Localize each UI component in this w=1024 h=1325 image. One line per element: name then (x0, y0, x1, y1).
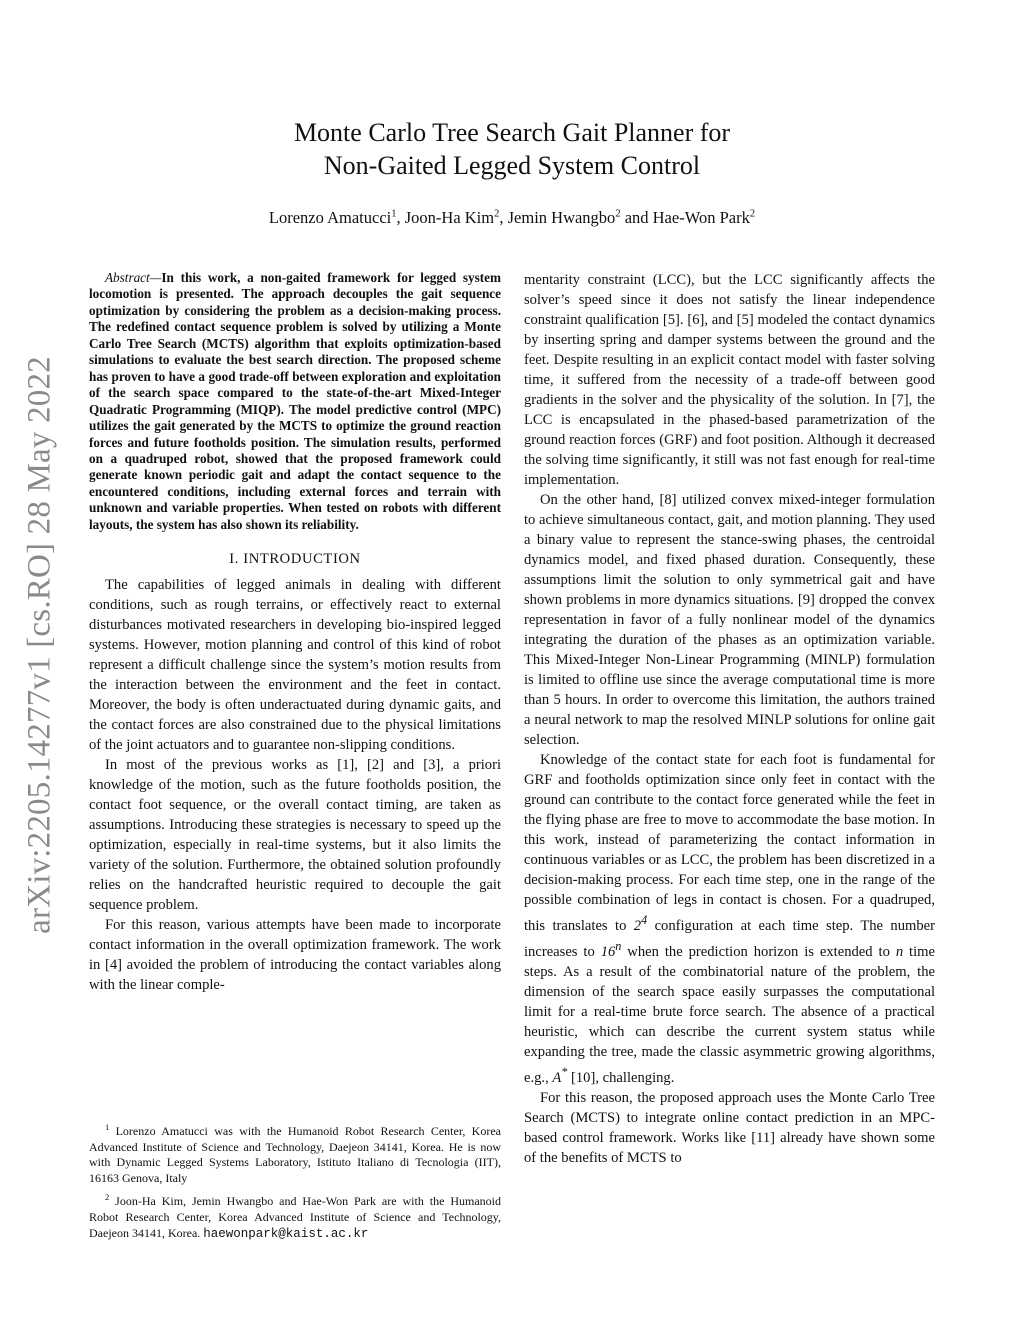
left-column (89, 270, 501, 995)
author-name: Lorenzo Amatucci (268, 208, 392, 227)
affiliation-mark: 2 (615, 208, 621, 220)
math-exponent: * (561, 1064, 568, 1079)
title-line-2: Non-Gaited Legged System Control (323, 151, 701, 180)
math-inline (633, 913, 648, 934)
footnote-text: Joon-Ha Kim, Jemin Hwangbo and Hae-Won Park are with the Humanoid Robot Research Center, Korea Advanced Institute of Science and Technology, Daejeon 34141, Korea. (89, 1194, 501, 1240)
arxiv-sidebar (10, 340, 70, 950)
math-inline (600, 938, 622, 960)
math-inline: n (895, 943, 904, 960)
math-base: 16 (600, 943, 616, 960)
section-heading: I. INTRODUCTION (229, 551, 361, 568)
footnote-mark: 2 (105, 1192, 110, 1203)
author-name: Hae-Won Park (652, 208, 750, 227)
affiliation-mark: 2 (749, 208, 756, 220)
body-paragraph: For this reason, various attempts have been made to incorporate contact information in the overall optimization framework. The work in [4] avoided the problem of introducing the contact variables along with the linear comple- (89, 917, 501, 994)
text-run: [10], challenging. (567, 1069, 675, 1086)
body-paragraph (524, 750, 935, 1088)
math-inline (552, 1064, 568, 1086)
author-separator: and (620, 208, 653, 227)
text-run: when the prediction horizon is extended to (621, 943, 896, 960)
footnote-mark: 1 (105, 1122, 110, 1132)
author-name: Jemin Hwangbo (507, 208, 616, 227)
author-separator: , (396, 208, 405, 227)
text-run: configuration at each time step. The number increases to (524, 917, 935, 960)
title-line-1: Monte Carlo Tree Search Gait Planner for (293, 118, 731, 147)
body-paragraph: mentarity constraint (LCC), but the LCC significantly affects the solver’s speed since it does not satisfy the linear independence constraint qualification [5]. [6], and [5] modeled the contact dynamics by inserting spring and damper systems between the ground and the feet. Despite resulting in an explicit contact model with faster solving time, it suffered from the necessity of a trade-off between good gradients in the solver and the physicality of the solution. In [7], the LCC is encapsulated in the phased-based parametrization of the ground reaction forces (GRF) and foot position. Although it decreased the solving time significantly, it still was not fast enough for real-time implementation. (524, 272, 935, 488)
author-separator: , (499, 208, 508, 227)
body-paragraph: On the other hand, [8] utilized convex mixed-integer formulation to achieve simultaneous contact, gait, and motion planning. They used a binary value to represent the stance-swing phases, the centroidal dynamics model, and fixed phased duration. Consequently, these assumptions limit the solution to only symmetrical gait and have shown problems in more dynamics situations. [9] dropped the convex representation in favor of a fully nonlinear model of the dynamics integrating the duration of the phases as an optimization variable. This Mixed-Integer Non-Linear Programming (MINLP) formulation is limited to offline use since the average computational time is more than 5 hours. In order to overcome this limitation, the authors trained a neural network to map the resolved MINLP solutions for online gait selection. (524, 492, 935, 748)
text-run: Knowledge of the contact state for each foot is fundamental for GRF and footholds optimization since only feet in contact with the ground can contribute to the contact force generated while the feet in the flying phase are free to move to accommodate the base motion. In this work, instead of parameterizing the contact information in continuous variables or as LCC, the problem has been discretized in a decision-making process. For each time step, one in the range of the possible combination of legs in contact is chosen. For a quadruped, this translates to (524, 752, 935, 934)
right-column (524, 270, 935, 1168)
math-base: A (552, 1069, 562, 1086)
abstract (89, 270, 501, 533)
footnotes (89, 1120, 501, 1246)
affiliation-mark: 2 (494, 208, 500, 220)
author-list (0, 208, 1024, 228)
body-paragraph: In most of the previous works as [1], [2] and [3], a priori knowledge of the motion, such as the future footholds position, the contact foot sequence, or the overall contact timing, are taken as assumptions. Introducing these strategies is necessary to speed up the optimization, especially in real-time systems, but it also limits the variety of the solution. Furthermore, the obtained solution profoundly relies on the handcrafted heuristic required to decouple the gait sequence problem. (89, 757, 501, 914)
paper-title (0, 116, 1024, 182)
abstract-label: Abstract— (105, 270, 162, 285)
footnote-2 (89, 1190, 501, 1242)
body-paragraph: For this reason, the proposed approach uses the Monte Carlo Tree Search (MCTS) to integrate online contact prediction in an MPC-based control framework. Works like [11] already have shown some of the benefits of MCTS to (524, 1089, 935, 1166)
math-exponent: n (615, 938, 622, 953)
body-paragraph: The capabilities of legged animals in dealing with different conditions, such as rough terrains, or effectively react to external disturbances motivated researchers in developing bio-inspired legged systems. However, motion planning and control of this kind of robot represent a difficult challenge since the system’s motion results from the interaction between the environment and the feet in contact. Moreover, the body is often underactuated during dynamic gaits, and the contact forces are also constrained due to the physical limitations of the joint actuators and to guarantee non-slipping conditions. (89, 577, 501, 754)
email-address: haewonpark@kaist.ac.kr (203, 1226, 369, 1241)
author-name: Joon-Ha Kim (404, 208, 495, 227)
affiliation-mark: 1 (391, 208, 397, 220)
text-run: time steps. As a result of the combinatorial nature of the problem, the dimension of the search space easily surpasses the computational limit for a real-time brute force search. The absence of a practical heuristic, which can describe the current system status while expanding the tree, made the classic asymmetric growing algorithms, e.g., (524, 943, 935, 1086)
arxiv-identifier: arXiv:2205.14277v1 [cs.RO] 28 May 2022 (21, 356, 58, 934)
footnote-1 (89, 1120, 501, 1186)
math-exponent: 4 (641, 913, 648, 927)
math-base: 2 (633, 917, 642, 934)
abstract-text: In this work, a non-gaited framework for legged system locomotion is presented. The approach decouples the gait sequence optimization by considering the problem as a decision-making process. The redefined contact sequence problem is solved by utilizing a Monte Carlo Tree Search (MCTS) algorithm that exploits optimization-based simulations to evaluate the best search direction. The proposed scheme has proven to have a good trade-off between exploration and exploitation of the search space compared to the state-of-the-art Mixed-Integer Quadratic Programming (MIQP). The model predictive control (MPC) utilizes the gait generated by the MCTS to optimize the ground reaction forces and future footholds position. The simulation results, performed on a quadruped robot, showed that the proposed framework could generate known periodic gait and adapt the contact sequence to the encountered conditions, including external forces and terrain with unknown and variable properties. When tested on robots with different layouts, the system has also shown its reliability. (89, 270, 501, 532)
footnote-text: Lorenzo Amatucci was with the Humanoid Robot Research Center, Korea Advanced Institute of Science and Technology, Daejeon 34141, Korea. He is now with Dynamic Legged Systems Laboratory, Istituto Italiano di Tecnologia (IIT), 16163 Genova, Italy (89, 1124, 502, 1185)
